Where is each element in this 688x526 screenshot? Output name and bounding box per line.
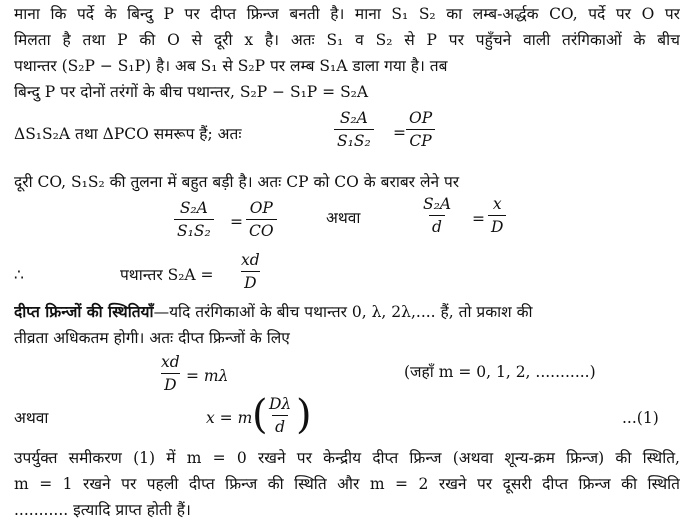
text-line-8: [14, 302, 680, 322]
therefore-symbol: ∴: [14, 266, 24, 284]
right-parenthesis: ): [296, 392, 312, 438]
fraction-numerator: x: [492, 195, 502, 213]
equation-number: ...(1): [622, 409, 659, 427]
fraction-denominator: d: [429, 215, 445, 237]
text-line-12: m = 1 रखने पर पहली दीप्त फ्रिन्ज की स्थिति और m = 2 रखने पर दूसरी दीप्त फ्रिन्ज की स्थिति: [14, 475, 680, 493]
equals-sign: =: [393, 124, 406, 142]
fraction-numerator: xd: [161, 353, 180, 371]
fraction-numerator: Dλ: [269, 395, 292, 413]
section-heading-rest: —यदि तरंगिकाओं के बीच पथान्तर 0, λ, 2λ,.... हैं, तो प्रकाश की: [153, 303, 533, 321]
fraction-denominator: CO: [246, 219, 277, 241]
fraction-s2a-s1s2-2: [174, 198, 214, 241]
fraction-denominator: CP: [406, 129, 434, 151]
fraction-dlambda-d: [266, 394, 294, 437]
equals-sign: =: [472, 210, 485, 228]
path-difference-label: पथान्तर S₂A =: [120, 266, 214, 284]
fraction-denominator: D: [241, 271, 259, 293]
fraction-numerator: S₂A: [423, 195, 452, 213]
text-line-9: तीव्रता अधिकतम होगी। अतः दीप्त फ्रिन्जों के लिए: [14, 329, 290, 347]
fraction-denominator: D: [488, 215, 506, 237]
fraction-op-co: [246, 198, 277, 241]
fraction-numerator: S₂A: [339, 109, 368, 127]
text-line-11: उपर्युक्त समीकरण (1) में m = 0 रखने पर केन्द्रीय दीप्त फ्रिन्ज (अथवा शून्य-क्रम फ्रिन्ज) की स्थिति,: [14, 449, 680, 467]
equation-m-lambda: = mλ: [186, 367, 229, 385]
fraction-op-cp: [406, 108, 435, 151]
fraction-s2a-s1s2: [334, 108, 374, 151]
similar-triangles-text: ΔS₁S₂A तथा ΔPCO समरूप हैं; अतः: [14, 125, 242, 143]
fraction-denominator: S₁S₂: [334, 129, 374, 151]
fraction-denominator: d: [272, 415, 288, 437]
fraction-denominator: D: [161, 373, 179, 395]
fraction-numerator: S₂A: [179, 199, 208, 217]
athva-label-2: अथवा: [14, 409, 49, 427]
athva-label-1: अथवा: [326, 209, 361, 227]
fraction-xd-d-2: [158, 352, 183, 395]
text-line-2: मिलता है तथा P की O से दूरी x है। अतः S₁ व S₂ से P पर पहुँचने वाली तरंगिकाओं के बीच: [14, 31, 680, 49]
fraction-x-d: [488, 194, 506, 237]
text-line-1: माना कि पर्दे के बिन्दु P पर दीप्त फ्रिन्ज बनती है। माना S₁ S₂ का लम्ब-अर्द्धक CO, पर्दे पर O पर: [14, 5, 680, 23]
equals-sign: =: [230, 213, 243, 231]
text-line-4: बिन्दु P पर दोनों तरंगों के बीच पथान्तर, S₂P − S₁P = S₂A: [14, 83, 369, 101]
fraction-numerator: xd: [241, 251, 260, 269]
fraction-numerator: OP: [409, 109, 433, 127]
section-heading: दीप्त फ्रिन्जों की स्थितियाँ: [14, 302, 154, 321]
text-line-13: ........... इत्यादि प्राप्त होती हैं।: [14, 501, 191, 519]
equation-x-equals-m: x = m: [206, 409, 253, 427]
fraction-numerator: OP: [249, 199, 273, 217]
left-parenthesis: (: [252, 392, 268, 438]
fraction-xd-d-1: [238, 250, 263, 293]
text-line-3: पथान्तर (S₂P − S₁P) है। अब S₁ से S₂P पर लम्ब S₁A डाला गया है। तब: [14, 57, 448, 75]
fraction-s2a-d: [420, 194, 454, 237]
where-m-values: (जहाँ m = 0, 1, 2, ...........): [404, 363, 596, 381]
text-line-6: दूरी CO, S₁S₂ की तुलना में बहुत बड़ी है। अतः CP को CO के बराबर लेने पर: [14, 173, 460, 191]
fraction-denominator: S₁S₂: [174, 219, 214, 241]
